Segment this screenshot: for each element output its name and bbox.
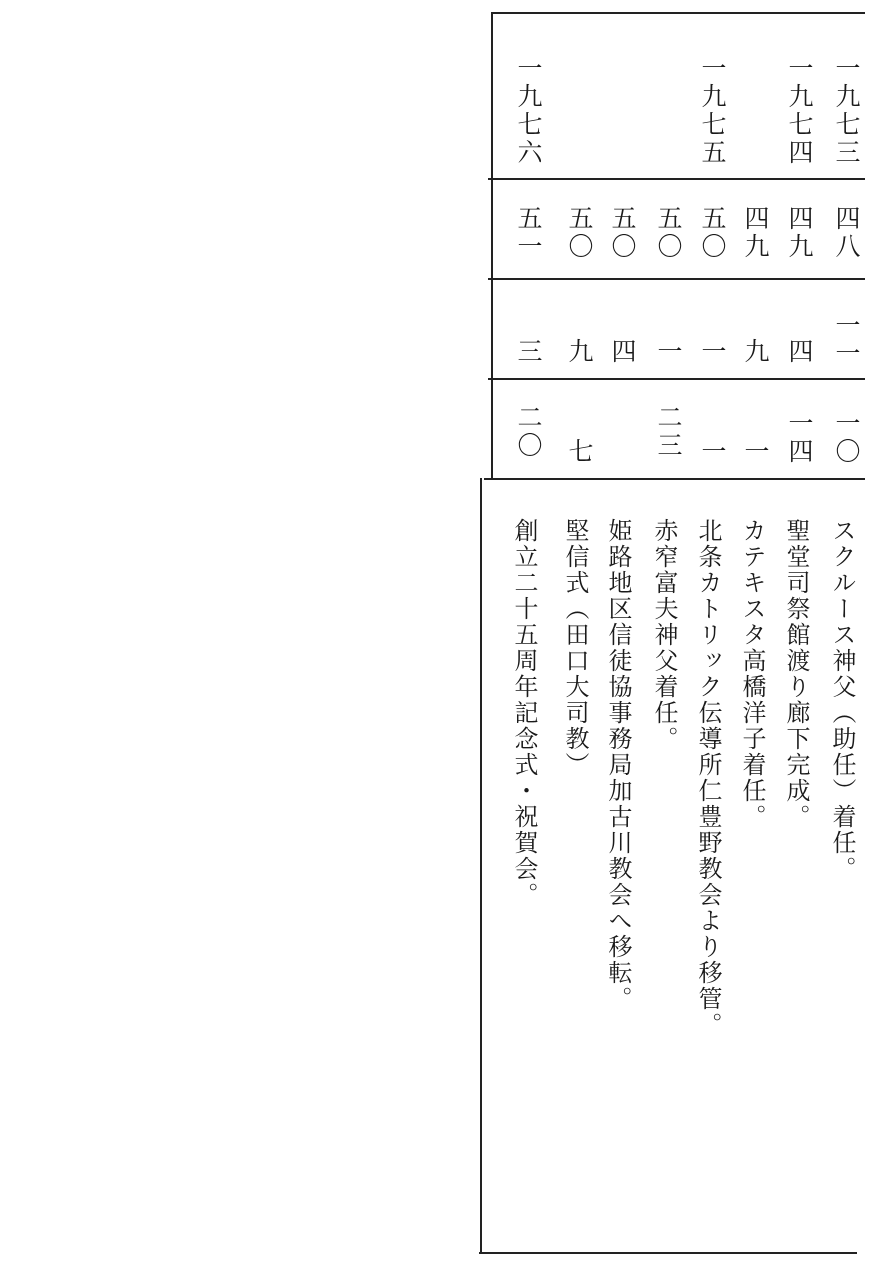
year-cell: 一九七四 (785, 55, 814, 167)
day-cell: 二三 (654, 404, 683, 460)
year-cell: 一九七三 (832, 55, 861, 167)
year-cell: 一九七六 (514, 55, 543, 167)
day-cell: 一〇 (832, 410, 861, 466)
day-cell: 二〇 (514, 404, 543, 460)
age-cell: 五一 (514, 205, 543, 261)
age-cell: 四九 (785, 205, 814, 261)
age-cell: 四八 (832, 205, 861, 261)
age-cell: 五〇 (565, 205, 594, 261)
month-cell: 九 (741, 338, 770, 366)
age-cell: 五〇 (654, 205, 683, 261)
month-cell: 一 (654, 338, 683, 366)
left-border-lower (480, 478, 482, 1253)
month-cell: 一 (698, 338, 727, 366)
left-border (491, 12, 493, 480)
day-cell: 一 (741, 438, 770, 466)
event-text: カテキスタ高橋洋子着任。 (738, 518, 766, 830)
age-cell: 四九 (741, 205, 770, 261)
bottom-rule (479, 1252, 857, 1254)
event-text: 堅信式（田口大司教） (561, 518, 589, 778)
divider-year (488, 178, 865, 180)
event-text: 姫路地区信徒協事務局加古川教会へ移転。 (604, 518, 632, 1012)
age-cell: 五〇 (698, 205, 727, 261)
month-cell: 四 (608, 338, 637, 366)
month-cell: 九 (565, 338, 594, 366)
event-text: 聖堂司祭館渡り廊下完成。 (782, 518, 810, 830)
day-cell: 一 (698, 438, 727, 466)
event-text: 創立二十五周年記念式・祝賀会。 (510, 518, 538, 908)
month-cell: 三 (514, 338, 543, 366)
day-cell: 一四 (785, 410, 814, 466)
event-text: 北条カトリック伝導所仁豊野教会より移管。 (694, 518, 722, 1038)
month-cell: 一一 (832, 312, 861, 368)
divider-day (484, 478, 865, 480)
divider-age (488, 278, 865, 280)
event-text: 赤窄富夫神父着任。 (650, 518, 678, 752)
year-cell: 一九七五 (698, 55, 727, 167)
divider-month (488, 378, 865, 380)
event-text: スクルース神父（助任）着任。 (828, 518, 856, 882)
age-cell: 五〇 (608, 205, 637, 261)
month-cell: 四 (785, 338, 814, 366)
day-cell: 七 (565, 438, 594, 466)
top-rule (493, 12, 865, 14)
